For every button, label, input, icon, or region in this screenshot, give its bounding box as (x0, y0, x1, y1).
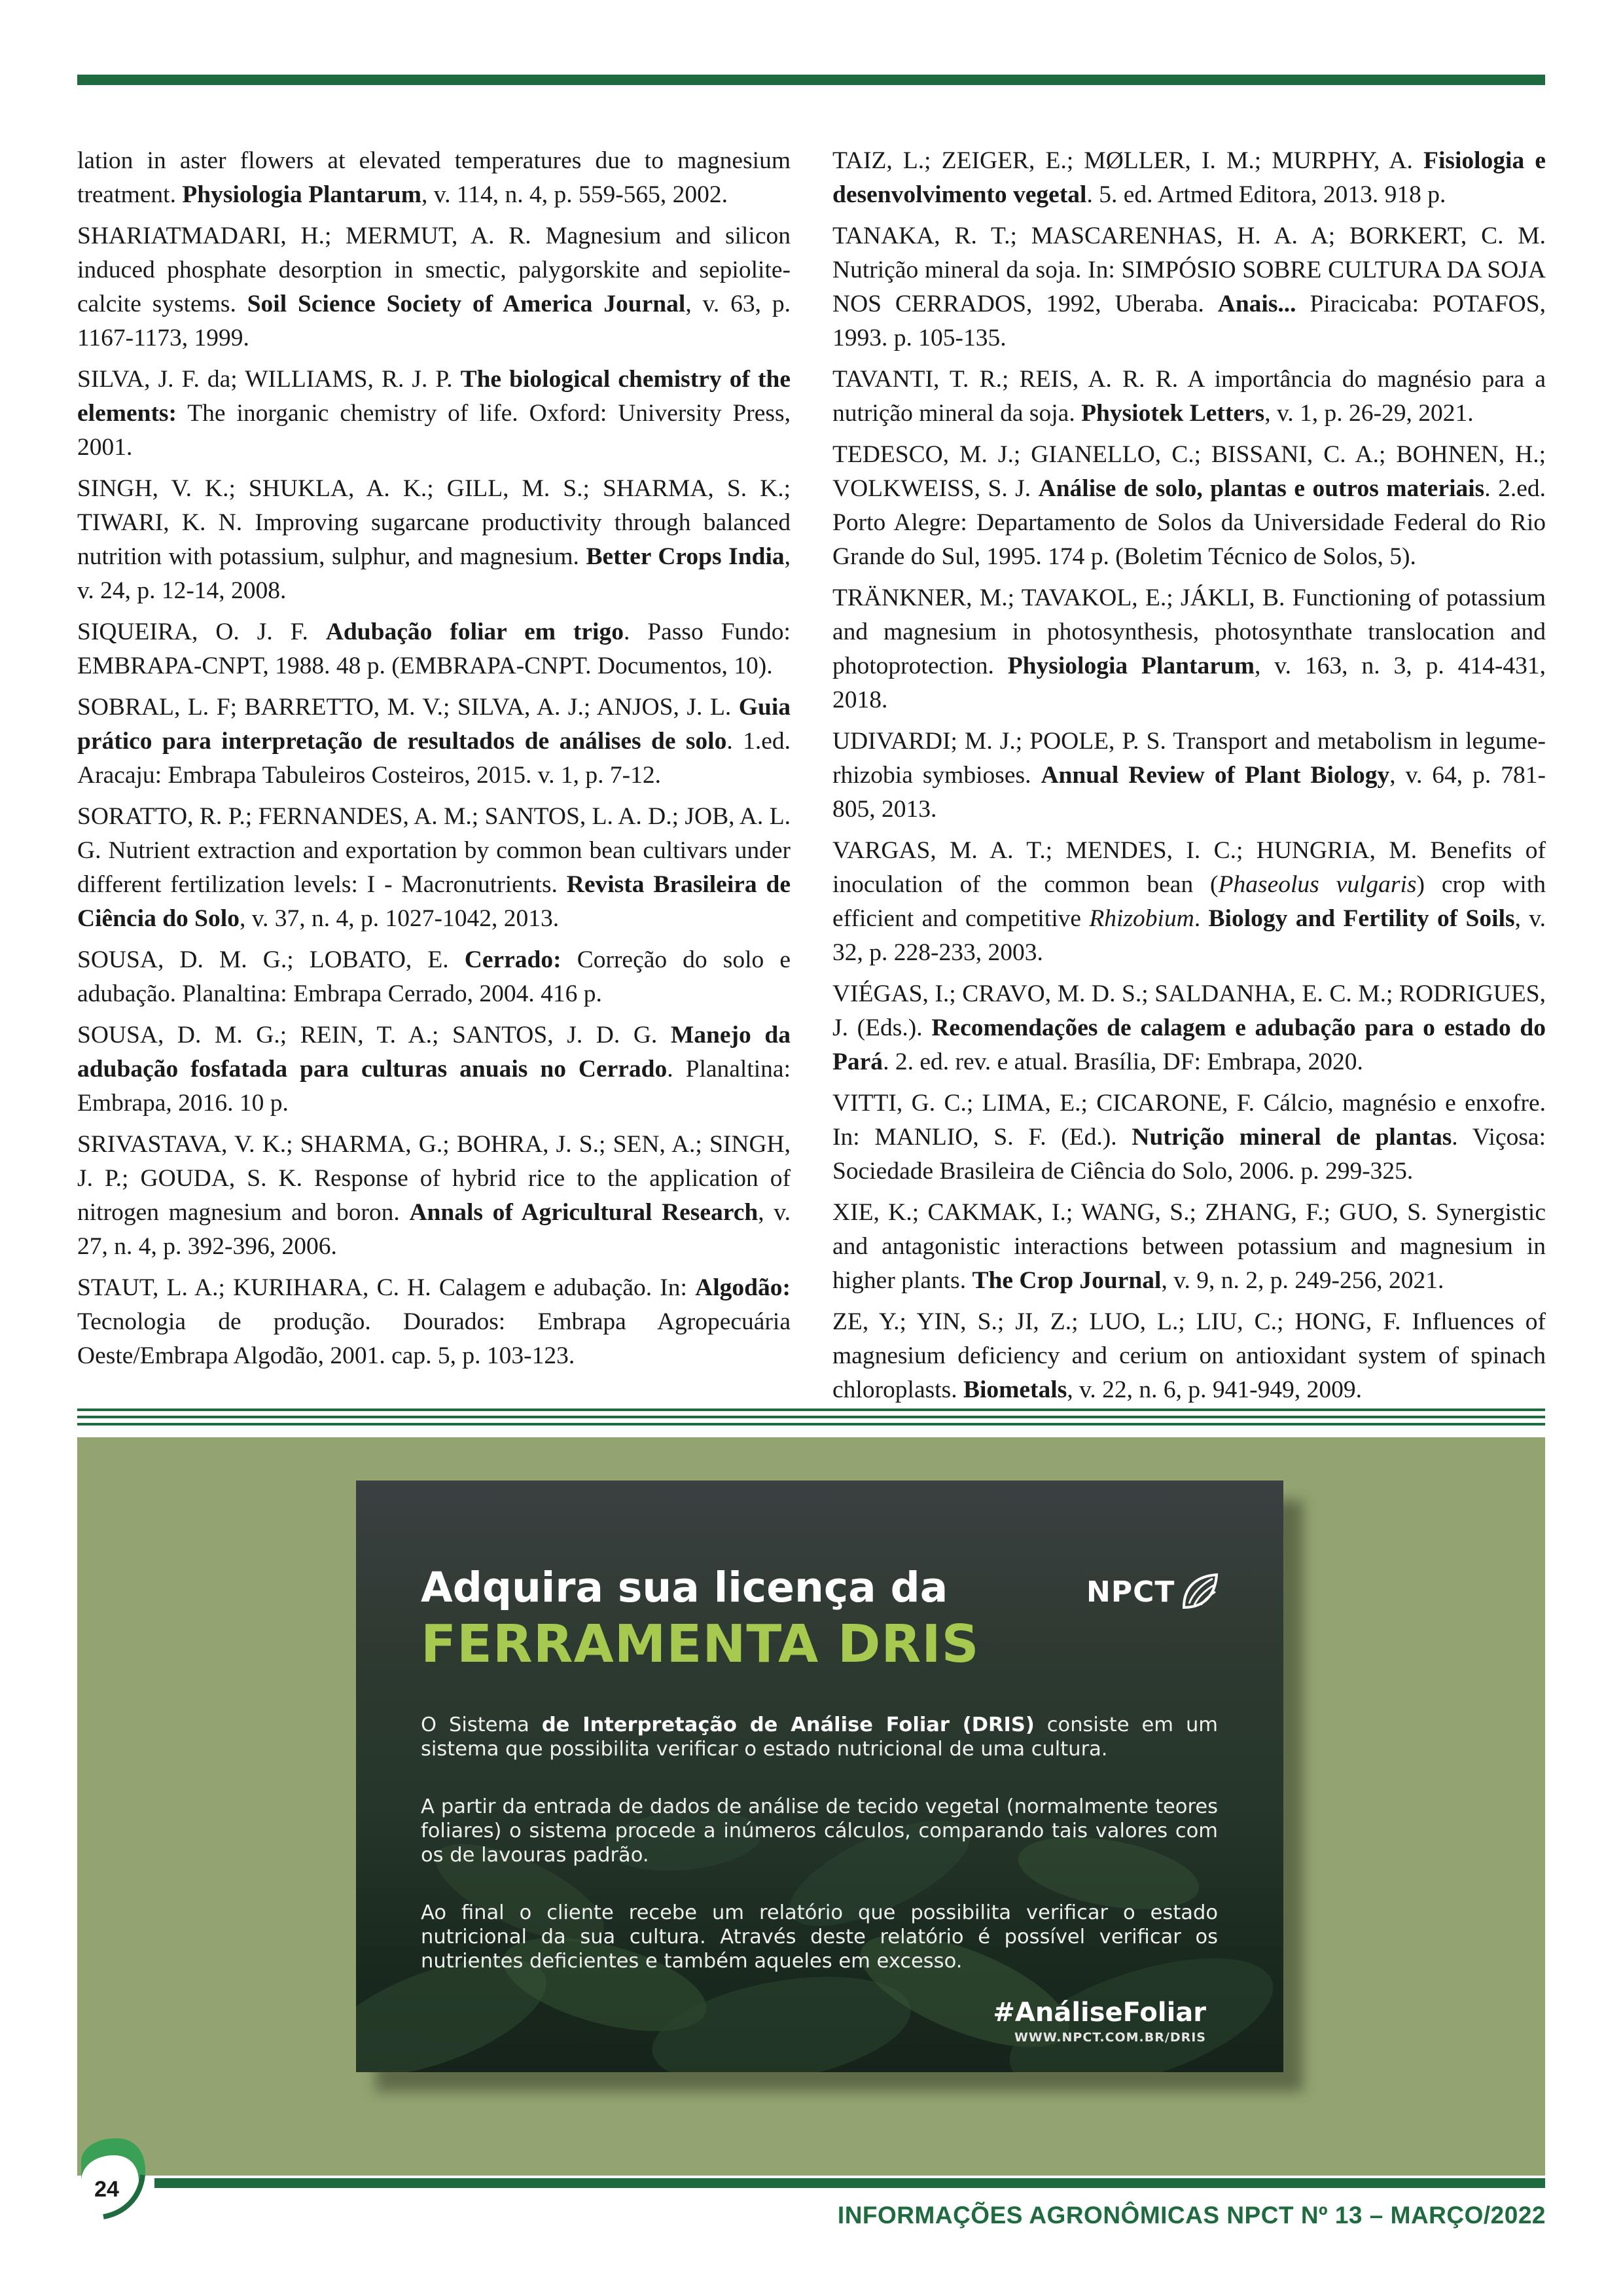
ad-hashtag: #AnáliseFoliar (993, 1998, 1206, 2028)
reference-entry: ZE, Y.; YIN, S.; JI, Z.; LUO, L.; LIU, C.; HONG, F. Influences of magnesium deficiency and cerium on antioxidant system of spinach chloroplasts. Biometals, v. 22, n. 6, p. 941-949, 2009. (832, 1308, 1546, 1403)
reference-entry: SOBRAL, L. F; BARRETTO, M. V.; SILVA, A. J.; ANJOS, J. L. Guia prático para interpretação de resultados de análises de solo. 1.ed. Aracaju: Embrapa Tabuleiros Costeiros, 2015. v. 1, p. 7-12. (77, 694, 791, 789)
reference-entry: SIQUEIRA, O. J. F. Adubação foliar em trigo. Passo Fundo: EMBRAPA-CNPT, 1988. 48 p. (EMBRAPA-CNPT. Documentos, 10). (77, 619, 791, 679)
footer-rule (154, 2178, 1545, 2188)
reference-entry: lation in aster flowers at elevated temperatures due to magnesium treatment. Physiologia Plantarum, v. 114, n. 4, p. 559-565, 2002. (77, 147, 791, 208)
reference-entry: SRIVASTAVA, V. K.; SHARMA, G.; BOHRA, J. S.; SEN, A.; SINGH, J. P.; GOUDA, S. K. Response of hybrid rice to the application of nitrogen magnesium and boron. Annals of Agricultural Research, v. 27, n. 4, p. 392-396, 2006. (77, 1131, 791, 1260)
ad-divider-line (77, 1408, 1545, 1411)
reference-entry: STAUT, L. A.; KURIHARA, C. H. Calagem e adubação. In: Algodão: Tecnologia de produção. Dourados: Embrapa Agropecuária Oeste/Embrapa Algodão, 2001. cap. 5, p. 103-123. (77, 1274, 791, 1369)
reference-entry: TEDESCO, M. J.; GIANELLO, C.; BISSANI, C. A.; BOHNEN, H.; VOLKWEISS, S. J. Análise de solo, plantas e outros materiais. 2.ed. Porto Alegre: Departamento de Solos da Universidade Federal do Rio Grande do Sul, 1995. 174 p. (Boletim Técnico de Solos, 5). (832, 441, 1546, 570)
ad-title: Adquira sua licença da (421, 1564, 948, 1611)
reference-entry: TRÄNKNER, M.; TAVAKOL, E.; JÁKLI, B. Functioning of potassium and magnesium in photosynthesis, photosynthate translocation and photoprotection. Physiologia Plantarum, v. 163, n. 3, p. 414-431, 2018. (832, 584, 1546, 713)
reference-entry: VITTI, G. C.; LIMA, E.; CICARONE, F. Cálcio, magnésio e enxofre. In: MANLIO, S. F. (Ed.). Nutrição mineral de plantas. Viçosa: Sociedade Brasileira de Ciência do Solo, 2006. p. 299-325. (832, 1090, 1546, 1185)
npct-logo-text: NPCT (1086, 1575, 1175, 1609)
header-rule (77, 75, 1545, 85)
reference-entry: TANAKA, R. T.; MASCARENHAS, H. A. A; BORKERT, C. M. Nutrição mineral da soja. In: SIMPÓSIO SOBRE CULTURA DA SOJA NOS CERRADOS, 1992, Uberaba. Anais... Piracicaba: POTAFOS, 1993. p. 105-135. (832, 223, 1546, 351)
reference-entry: TAVANTI, T. R.; REIS, A. R. R. A importância do magnésio para a nutrição mineral da soja. Physiotek Letters, v. 1, p. 26-29, 2021. (832, 366, 1546, 427)
page-number: 24 (94, 2177, 119, 2202)
reference-entry: SORATTO, R. P.; FERNANDES, A. M.; SANTOS, L. A. D.; JOB, A. L. G. Nutrient extraction and exportation by common bean cultivars under different fertilization levels: I - Macronutrients. Revista Brasileira de Ciência do Solo, v. 37, n. 4, p. 1027-1042, 2013. (77, 803, 791, 932)
reference-entry: XIE, K.; CAKMAK, I.; WANG, S.; ZHANG, F.; GUO, S. Synergistic and antagonistic interactions between potassium and magnesium in higher plants. The Crop Journal, v. 9, n. 2, p. 249-256, 2021. (832, 1199, 1546, 1294)
ad-title-highlight: FERRAMENTA DRIS (421, 1614, 980, 1674)
reference-entry: SINGH, V. K.; SHUKLA, A. K.; GILL, M. S.; SHARMA, S. K.; TIWARI, K. N. Improving sugarcane productivity through balanced nutrition with potassium, sulphur, and magnesium. Better Crops India, v. 24, p. 12-14, 2008. (77, 475, 791, 604)
reference-entry: UDIVARDI; M. J.; POOLE, P. S. Transport and metabolism in legume-rhizobia symbioses. Annual Review of Plant Biology, v. 64, p. 781-805, 2013. (832, 728, 1546, 823)
references-column-right (832, 144, 1546, 1414)
npct-logo (1086, 1566, 1221, 1618)
ad-url-link[interactable]: WWW.NPCT.COM.BR/DRIS (1014, 2030, 1206, 2045)
reference-entry: VARGAS, M. A. T.; MENDES, I. C.; HUNGRIA, M. Benefits of inoculation of the common bean (Phaseolus vulgaris) crop with efficient and competitive Rhizobium. Biology and Fertility of Soils, v. 32, p. 228-233, 2003. (832, 837, 1546, 966)
reference-entry: TAIZ, L.; ZEIGER, E.; MØLLER, I. M.; MURPHY, A. Fisiologia e desenvolvimento vegetal. 5. ed. Artmed Editora, 2013. 918 p. (832, 147, 1546, 208)
dris-ad-card[interactable] (356, 1480, 1283, 2072)
reference-entry: SHARIATMADARI, H.; MERMUT, A. R. Magnesium and silicon induced phosphate desorption in smectic, palygorskite and sepiolite-calcite systems. Soil Science Society of America Journal, v. 63, p. 1167-1173, 1999. (77, 223, 791, 351)
ad-divider-line (77, 1423, 1545, 1426)
references-column-left (77, 144, 791, 1380)
leaf-logo-icon (1179, 1571, 1221, 1613)
ad-divider-line (77, 1416, 1545, 1418)
publication-footer: INFORMAÇÕES AGRONÔMICAS NPCT Nº 13 – MARÇO/2022 (837, 2202, 1546, 2229)
reference-entry: SILVA, J. F. da; WILLIAMS, R. J. P. The biological chemistry of the elements: The inorganic chemistry of life. Oxford: University Press, 2001. (77, 366, 791, 461)
ad-paragraph: O Sistema de Interpretação de Análise Foliar (DRIS) consiste em um sistema que possibilita verificar o estado nutricional de uma cultura. (421, 1713, 1218, 1761)
reference-entry: SOUSA, D. M. G.; REIN, T. A.; SANTOS, J. D. G. Manejo da adubação fosfatada para culturas anuais no Cerrado. Planaltina: Embrapa, 2016. 10 p. (77, 1022, 791, 1117)
ad-paragraph: A partir da entrada de dados de análise de tecido vegetal (normalmente teores foliares) o sistema procede a inúmeros cálculos, comparando tais valores com os de lavouras padrão. (421, 1795, 1218, 1867)
ad-paragraph: Ao final o cliente recebe um relatório que possibilita verificar o estado nutricional da sua cultura. Através deste relatório é possível verificar os nutrientes deficientes e também aqueles em excesso. (421, 1901, 1218, 1973)
reference-entry: VIÉGAS, I.; CRAVO, M. D. S.; SALDANHA, E. C. M.; RODRIGUES, J. (Eds.). Recomendações de calagem e adubação para o estado do Pará. 2. ed. rev. e atual. Brasília, DF: Embrapa, 2020. (832, 980, 1546, 1075)
reference-entry: SOUSA, D. M. G.; LOBATO, E. Cerrado: Correção do solo e adubação. Planaltina: Embrapa Cerrado, 2004. 416 p. (77, 946, 791, 1007)
